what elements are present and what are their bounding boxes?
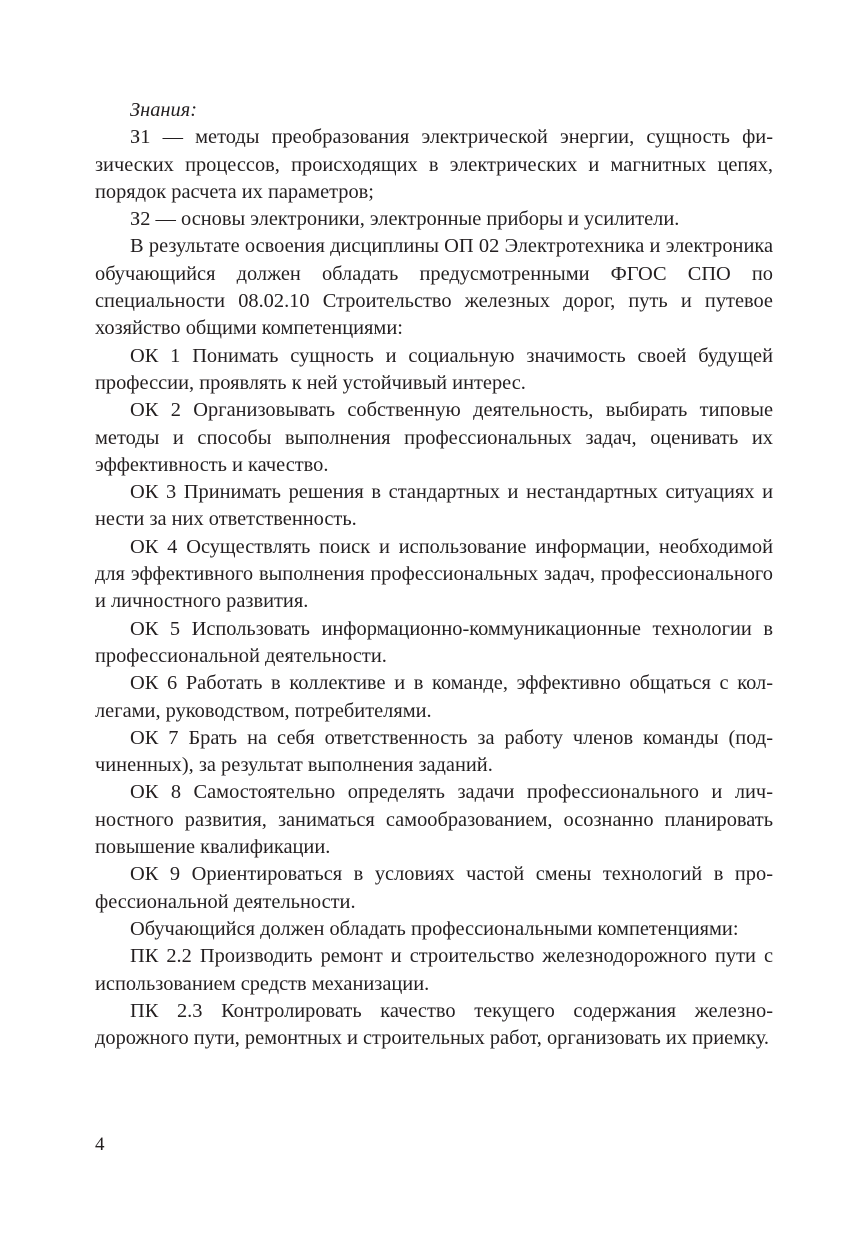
paragraph-ok9: ОК 9 Ориентироваться в условиях частой смены технологий в профессиональной деятельности. <box>95 863 773 913</box>
section-heading: Знания: <box>130 99 197 121</box>
paragraph-pk-intro: Обучающийся должен обладать профессиональными компетенциями: <box>130 917 739 940</box>
paragraph-ok2: ОК 2 Организовывать собственную деятельность, выбирать типовые методы и способы выполнения профессиональных задач, оценивать их эффективность и качество. <box>95 399 773 476</box>
paragraph-ok6: ОК 6 Работать в коллективе и в команде, эффективно общаться с коллегами, руководством, потребителями. <box>95 672 773 722</box>
paragraph-z1: З1 — методы преобразования электрической энергии, сущность физических процессов, происходящих в электрических и магнитных цепях, порядок расчета их параметров; <box>95 126 773 203</box>
paragraph-ok1: ОК 1 Понимать сущность и социальную значимость своей будущей профессии, проявлять к ней устойчивый интерес. <box>95 344 773 394</box>
paragraph-pk22: ПК 2.2 Производить ремонт и строительство железнодорожного пути с использованием средств механизации. <box>95 945 773 995</box>
page-number: 4 <box>95 1134 105 1155</box>
paragraph-ok8: ОК 8 Самостоятельно определять задачи профессионального и личностного развития, заниматься самообразованием, осознанно планировать повышение квалификации. <box>95 781 773 859</box>
paragraph-ok4: ОК 4 Осуществлять поиск и использование информации, необходимой для эффективного выполнения профессиональных задач, профессионального и личностного развития. <box>95 535 773 613</box>
paragraph-intro: В результате освоения дисциплины ОП 02 Электротехника и электроника обучающийся должен обладать предусмотренными ФГОС СПО по специальности 08.02.10 Строительство железных дорог, путь и путевое хозяйство общими компетенциями: <box>95 235 773 340</box>
paragraph-ok5: ОК 5 Использовать информационно-коммуникационные технологии в профессиональной деятельности. <box>95 617 773 667</box>
paragraph-ok3: ОК 3 Принимать решения в стандартных и нестандартных ситуациях и нести за них ответственность. <box>95 481 773 531</box>
page-body <box>95 97 773 1052</box>
paragraph-z2: З2 — основы электроники, электронные приборы и усилители. <box>130 208 680 231</box>
paragraph-ok7: ОК 7 Брать на себя ответственность за работу членов команды (подчиненных), за результат выполнения заданий. <box>95 726 773 777</box>
paragraph-pk23: ПК 2.3 Контролировать качество текущего содержания железнодорожного пути, ремонтных и строительных работ, организовать их приемку. <box>95 999 773 1050</box>
